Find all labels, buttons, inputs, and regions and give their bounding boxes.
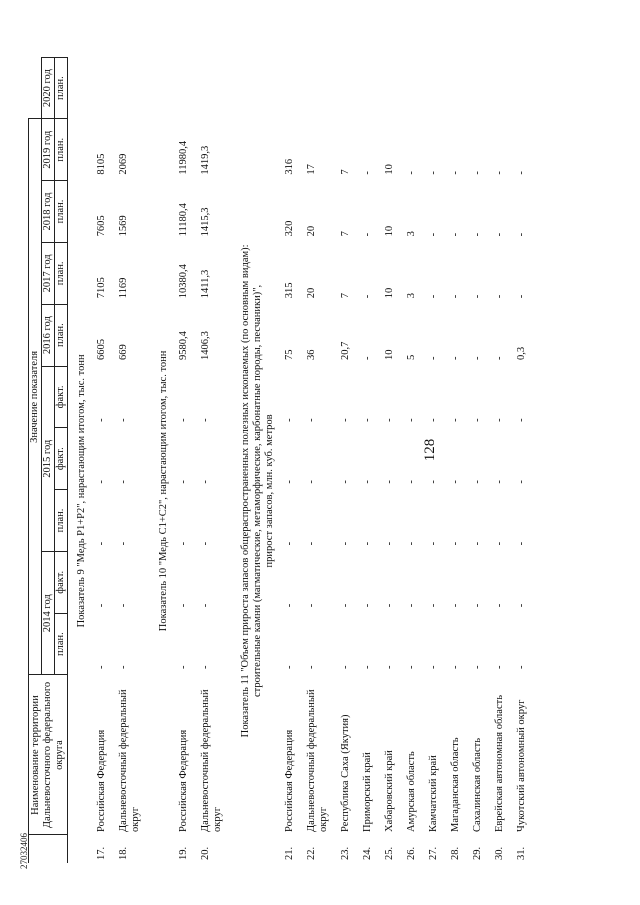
- row-number: 19.: [178, 846, 189, 860]
- row-value-cell: -: [472, 171, 483, 175]
- row-value-cell: -: [306, 603, 317, 608]
- row-value-cell: 1406,3: [200, 331, 211, 361]
- row-value-cell: 7: [340, 292, 351, 299]
- row-number: 23.: [340, 846, 351, 860]
- row-value-cell: 6605: [96, 339, 107, 361]
- row-value-cell: -: [516, 665, 527, 669]
- row-value-cell: -: [284, 541, 295, 546]
- header-2015-fact-1: факт.: [55, 428, 68, 490]
- row-value-cell: 1411,3: [200, 269, 211, 299]
- row-value-cell: -: [472, 665, 483, 669]
- row-value-cell: 17: [306, 164, 317, 175]
- row-value-cell: -: [178, 665, 189, 669]
- row-value-cell: -: [200, 603, 211, 608]
- row-value-cell: -: [96, 541, 107, 546]
- header-2018-plan: план.: [55, 181, 68, 243]
- header-year-2018: 2018 год: [42, 181, 55, 243]
- row-value-cell: 316: [284, 158, 295, 175]
- row-value-cell: -: [516, 541, 527, 546]
- indicator-title-line: строительные камни (магматические, метаморфические, карбонатные породы, песчаники)",: [252, 284, 263, 697]
- row-value-cell: -: [362, 603, 373, 608]
- row-value-cell: -: [472, 356, 483, 361]
- row-value-cell: -: [178, 541, 189, 546]
- row-value-cell: 20,7: [340, 341, 351, 361]
- row-number: 31.: [516, 846, 527, 860]
- row-value-cell: -: [384, 541, 395, 546]
- row-value-cell: -: [362, 356, 373, 361]
- header-year-2014: 2014 год: [42, 551, 55, 675]
- indicator-title-line: Показатель 11 "Объем прироста запасов общераспространенных полезных ископаемых (по основным видам):: [240, 244, 251, 738]
- row-value-cell: -: [306, 665, 317, 669]
- row-value-cell: -: [428, 294, 439, 299]
- indicator-title-line: прирост запасов, млн. куб. метров: [264, 414, 275, 568]
- table-row: [176, 58, 198, 864]
- header-year-2020: 2020 год: [42, 58, 55, 119]
- table-row: [514, 58, 536, 864]
- row-value-cell: 315: [284, 282, 295, 299]
- row-territory-name: Магаданская область: [450, 737, 461, 832]
- row-territory-name: Дальневосточный федеральный округ: [200, 689, 223, 832]
- header-year-2019: 2019 год: [42, 119, 55, 181]
- table-row: [426, 58, 448, 864]
- row-value-cell: -: [118, 418, 129, 422]
- row-number: 26.: [406, 846, 417, 860]
- row-value-cell: -: [362, 541, 373, 546]
- row-number: 29.: [472, 846, 483, 860]
- row-value-cell: 11180,4: [178, 203, 189, 237]
- row-value-cell: -: [200, 665, 211, 669]
- row-territory-name: Хабаровский край: [384, 750, 395, 832]
- row-value-cell: -: [406, 541, 417, 546]
- header-2014-fact: факт.: [55, 551, 68, 613]
- row-value-cell: 20: [306, 287, 317, 299]
- indicator-title-text: Показатель 10 "Медь С1+С2", нарастающим итогом, тыс. тонн: [158, 350, 169, 632]
- row-value-cell: -: [384, 418, 395, 422]
- row-territory-name: Еврейская автономная область: [494, 695, 505, 832]
- row-value-cell: -: [472, 418, 483, 422]
- row-value-cell: -: [472, 541, 483, 546]
- row-value-cell: 10: [384, 349, 395, 361]
- row-value-cell: 11980,4: [178, 140, 189, 175]
- row-number: 21.: [284, 846, 295, 860]
- row-value-cell: -: [306, 480, 317, 484]
- header-year-2017: 2017 год: [42, 242, 55, 304]
- row-value-cell: -: [306, 418, 317, 422]
- row-value-cell: -: [406, 171, 417, 175]
- row-value-cell: -: [494, 232, 505, 237]
- table-row: [382, 58, 404, 864]
- indicator-title: [232, 119, 282, 863]
- row-value-cell: -: [494, 418, 505, 422]
- table-row: [338, 58, 360, 864]
- row-value-cell: -: [340, 418, 351, 422]
- row-value-cell: 10: [384, 287, 395, 299]
- row-value-cell: -: [494, 294, 505, 299]
- row-value-cell: -: [428, 171, 439, 175]
- row-number: 22.: [306, 846, 317, 860]
- indicator-title: [68, 119, 95, 863]
- row-value-cell: 1169: [118, 277, 129, 299]
- row-value-cell: -: [118, 665, 129, 669]
- row-value-cell: -: [118, 480, 129, 484]
- table-row: [282, 58, 304, 864]
- row-territory-name: Сахалинская область: [472, 738, 483, 832]
- indicator-header-row: [150, 58, 176, 864]
- row-value-cell: 7605: [96, 215, 107, 237]
- row-value-cell: 20: [306, 225, 317, 237]
- row-value-cell: 36: [306, 349, 317, 361]
- row-value-cell: -: [450, 480, 461, 484]
- row-territory-name: Дальневосточный федеральный округ: [306, 689, 329, 832]
- table-body: [68, 58, 537, 864]
- indicator-table: [28, 57, 536, 863]
- header-territory-name: Наименование территории Дальневосточного федерального округа: [29, 675, 68, 835]
- row-value-cell: -: [340, 603, 351, 608]
- table-row: [448, 58, 470, 864]
- row-value-cell: -: [472, 232, 483, 237]
- row-value-cell: -: [516, 294, 527, 299]
- row-value-cell: -: [362, 294, 373, 299]
- row-value-cell: -: [362, 418, 373, 422]
- table-row: [198, 58, 232, 864]
- row-value-cell: -: [516, 232, 527, 237]
- row-value-cell: -: [406, 665, 417, 669]
- row-territory-name: Приморский край: [362, 752, 373, 832]
- row-territory-name: Российская Федерация: [178, 729, 189, 832]
- row-value-cell: 5: [406, 354, 417, 361]
- row-value-cell: 8105: [96, 153, 107, 175]
- row-number: 17.: [96, 846, 107, 860]
- row-value-cell: -: [516, 603, 527, 608]
- row-value-cell: -: [118, 603, 129, 608]
- row-territory-name: Республика Саха (Якутия): [340, 714, 351, 832]
- header-2015-plan: план.: [55, 490, 68, 552]
- header-2015-fact-2: факт.: [55, 366, 68, 428]
- table-row: [470, 58, 492, 864]
- row-value-cell: -: [494, 665, 505, 669]
- row-territory-name: Дальневосточный федеральный округ: [118, 689, 141, 832]
- table-row: [360, 58, 382, 864]
- row-value-cell: -: [428, 418, 439, 422]
- header-year-2016: 2016 год: [42, 304, 55, 366]
- row-value-cell: -: [362, 232, 373, 237]
- row-value-cell: 10380,4: [178, 264, 189, 299]
- row-value-cell: -: [96, 418, 107, 422]
- row-value-cell: -: [428, 603, 439, 608]
- row-value-cell: 10: [384, 164, 395, 175]
- row-value-cell: -: [96, 665, 107, 669]
- row-territory-name: Российская Федерация: [284, 729, 295, 832]
- row-value-cell: -: [384, 480, 395, 484]
- row-value-cell: 7105: [96, 277, 107, 299]
- row-value-cell: 3: [406, 292, 417, 299]
- row-value-cell: -: [406, 480, 417, 484]
- row-value-cell: 2069: [118, 153, 129, 175]
- row-value-cell: -: [96, 480, 107, 484]
- header-2014-plan: план.: [55, 613, 68, 675]
- row-value-cell: -: [178, 603, 189, 608]
- row-value-cell: -: [472, 603, 483, 608]
- row-value-cell: -: [200, 418, 211, 422]
- row-value-cell: -: [516, 418, 527, 422]
- row-value-cell: -: [362, 665, 373, 669]
- row-value-cell: -: [200, 480, 211, 484]
- row-value-cell: -: [340, 480, 351, 484]
- row-territory-name: Чукотский автономный округ: [516, 699, 527, 832]
- indicator-header-row: [68, 58, 95, 864]
- row-number: 24.: [362, 846, 373, 860]
- header-year-2015: 2015 год: [42, 366, 55, 551]
- row-number: 20.: [200, 846, 211, 860]
- row-value-cell: -: [362, 480, 373, 484]
- row-number: 28.: [450, 846, 461, 860]
- header-2017-plan: план.: [55, 242, 68, 304]
- row-number: 30.: [494, 846, 505, 860]
- row-value-cell: -: [450, 356, 461, 361]
- table-row: [94, 58, 116, 864]
- row-value-cell: 320: [284, 220, 295, 237]
- row-value-cell: -: [472, 294, 483, 299]
- row-value-cell: -: [494, 480, 505, 484]
- row-value-cell: 75: [284, 349, 295, 361]
- row-value-cell: -: [428, 480, 439, 484]
- row-value-cell: -: [428, 665, 439, 669]
- row-value-cell: -: [178, 480, 189, 484]
- row-value-cell: -: [516, 171, 527, 175]
- header-2019-plan: план.: [55, 119, 68, 181]
- row-value-cell: -: [284, 480, 295, 484]
- row-value-cell: 7: [340, 169, 351, 175]
- row-value-cell: -: [494, 541, 505, 546]
- row-value-cell: -: [494, 171, 505, 175]
- row-value-cell: -: [406, 603, 417, 608]
- indicator-title: [150, 119, 176, 863]
- row-value-cell: -: [450, 541, 461, 546]
- row-value-cell: 7: [340, 231, 351, 237]
- row-value-cell: -: [362, 171, 373, 175]
- row-number: 27.: [428, 846, 439, 860]
- row-value-cell: -: [200, 541, 211, 546]
- row-value-cell: -: [472, 480, 483, 484]
- row-value-cell: -: [306, 541, 317, 546]
- row-value-cell: -: [340, 541, 351, 546]
- row-value-cell: -: [384, 603, 395, 608]
- row-value-cell: 10: [384, 225, 395, 237]
- row-territory-name: Камчатский край: [428, 755, 439, 832]
- row-number: 25.: [384, 846, 395, 860]
- row-value-cell: -: [406, 418, 417, 422]
- row-number: 18.: [118, 846, 129, 860]
- row-value-cell: -: [384, 665, 395, 669]
- indicator-title-text: Показатель 9 "Медь Р1+Р2", нарастающим итогом, тыс. тонн: [76, 354, 87, 628]
- row-value-cell: -: [494, 356, 505, 361]
- row-value-cell: -: [284, 665, 295, 669]
- header-2016-plan: план.: [55, 304, 68, 366]
- row-value-cell: -: [178, 418, 189, 422]
- row-value-cell: -: [284, 603, 295, 608]
- header-2020-plan: план.: [55, 58, 68, 119]
- row-value-cell: -: [494, 603, 505, 608]
- row-value-cell: 9580,4: [178, 331, 189, 361]
- table-row: [304, 58, 338, 864]
- table-row: [404, 58, 426, 864]
- page-number: 128: [422, 438, 438, 462]
- row-value-cell: -: [450, 418, 461, 422]
- row-territory-name: Российская Федерация: [96, 729, 107, 832]
- row-value-cell: -: [450, 171, 461, 175]
- row-value-cell: -: [96, 603, 107, 608]
- row-value-cell: -: [450, 665, 461, 669]
- row-value-cell: -: [450, 603, 461, 608]
- row-value-cell: -: [450, 232, 461, 237]
- row-value-cell: 1415,3: [200, 207, 211, 237]
- row-value-cell: -: [450, 294, 461, 299]
- table-row: [492, 58, 514, 864]
- header-number-blank: [29, 835, 68, 863]
- row-value-cell: -: [118, 541, 129, 546]
- document-code-text: 27032406: [19, 833, 29, 869]
- row-value-cell: -: [516, 480, 527, 484]
- row-value-cell: 669: [118, 344, 129, 361]
- row-value-cell: -: [428, 541, 439, 546]
- row-value-cell: 1419,3: [200, 145, 211, 175]
- row-value-cell: 0,3: [516, 346, 527, 361]
- row-value-cell: -: [340, 665, 351, 669]
- row-value-cell: -: [284, 418, 295, 422]
- row-value-cell: 3: [406, 231, 417, 237]
- row-value-cell: -: [428, 232, 439, 237]
- header-value-group: Значение показателя: [29, 119, 42, 675]
- row-territory-name: Амурская область: [406, 751, 417, 832]
- indicator-header-row: [232, 58, 282, 864]
- row-value-cell: 1569: [118, 215, 129, 237]
- table-row: [116, 58, 150, 864]
- row-value-cell: -: [428, 356, 439, 361]
